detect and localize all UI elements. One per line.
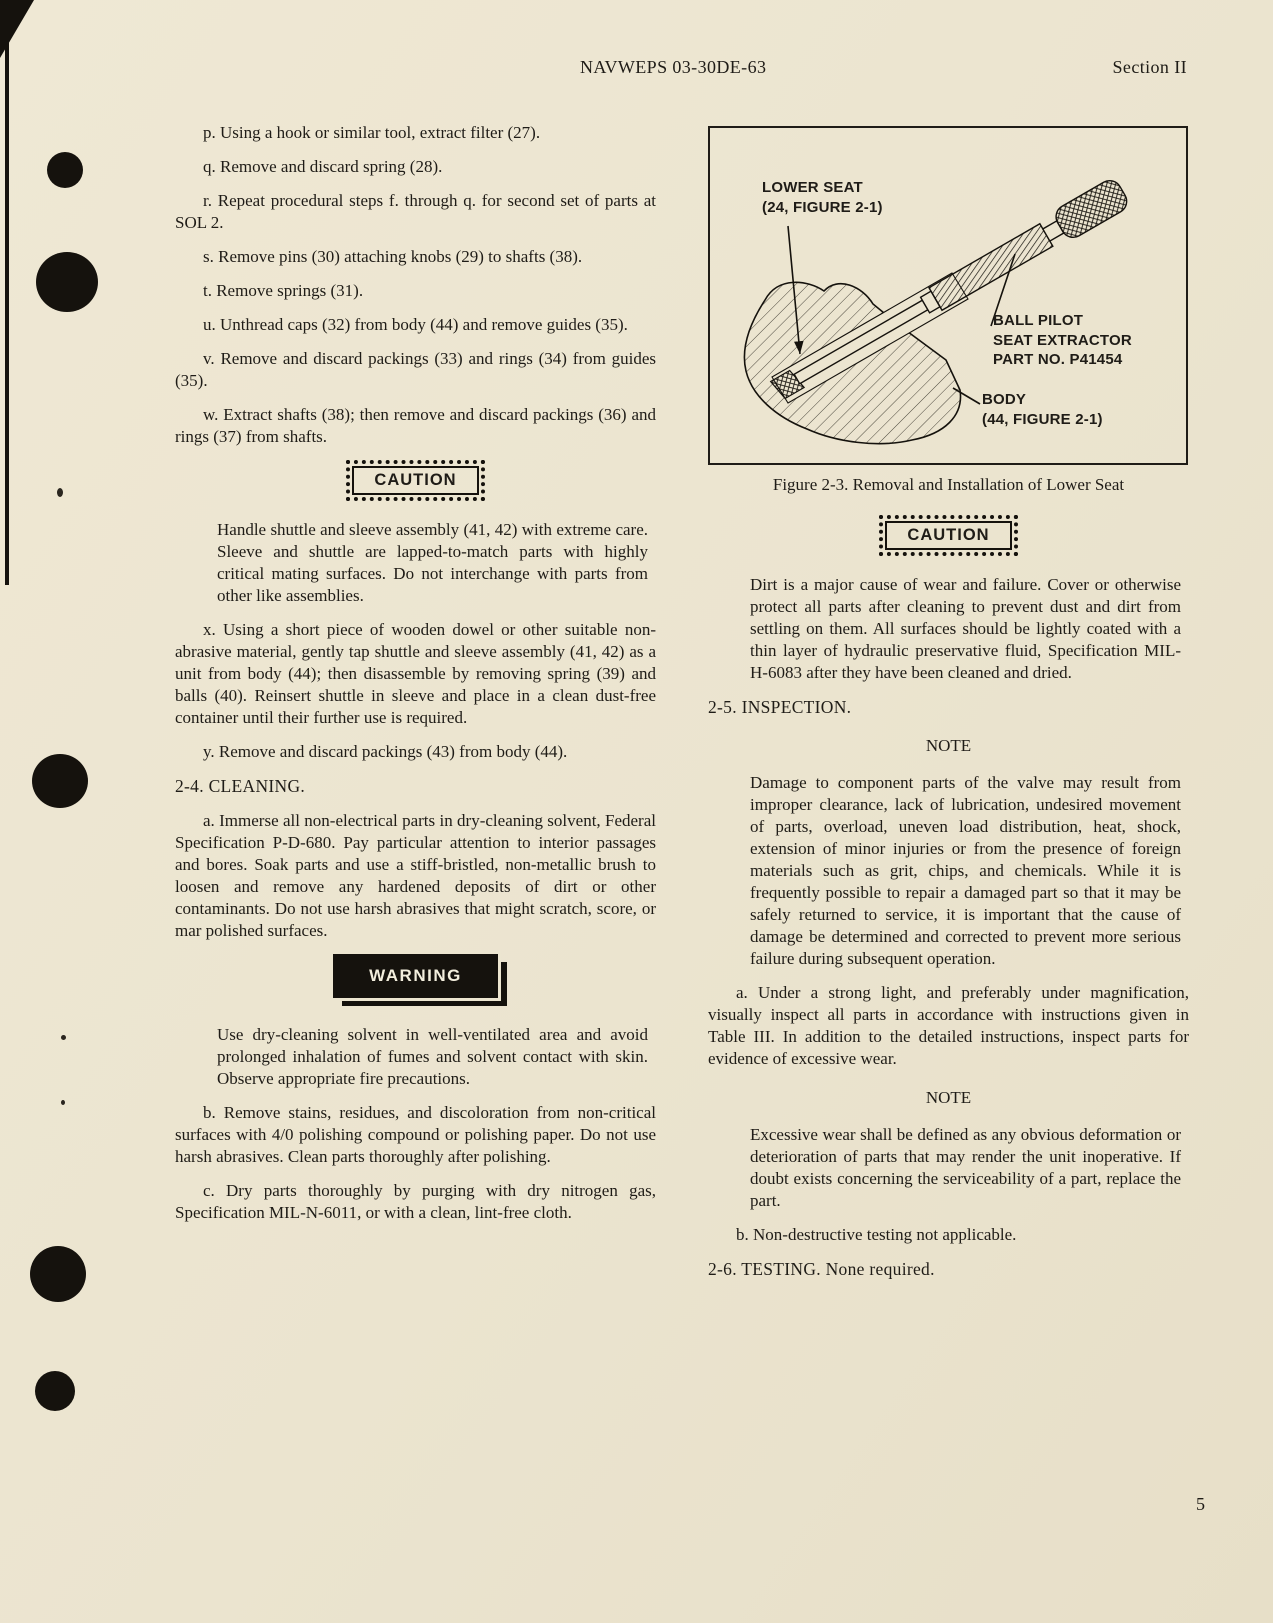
note-label: NOTE (925, 736, 972, 755)
note-text: Damage to component parts of the valve may result from improper clearance, lack of lubrication, undesired movement of parts, overload, uneven load distribution, heat, shock, extension of minor injuries or from the presence of foreign materials such as grit, chips, and chemicals. While it is frequently possible to repair a damaged part so that it may be safely returned to service, it is important that the cause of damage be determined and corrected to prevent more serious failure during subsequent operation. (750, 773, 1181, 968)
heading-cleaning: 2-4. CLEANING. (175, 776, 306, 796)
warning-box: WARNING (333, 954, 498, 998)
cleaning-step-a: a. Immerse all non-electrical parts in dry-cleaning solvent, Federal Specification P-D-680. Pay particular attention to interior passages and bores. Soak parts and use a stiff-bristled, non-metallic brush to loosen and remove any hardened deposits of dirt or other contaminants. Do not use harsh abrasives that might scratch, score, or mar polished surfaces. (175, 811, 656, 940)
page-number: 5 (1196, 1494, 1205, 1514)
caution-label: CAUTION (352, 466, 478, 495)
scan-speck (61, 1035, 66, 1040)
cleaning-step-c: c. Dry parts thoroughly by purging with dry nitrogen gas, Specification MIL-N-6011, or with a clean, lint-free cloth. (175, 1181, 656, 1222)
figure-label-body (982, 390, 1103, 429)
step-x: x. Using a short piece of wooden dowel or other suitable non-abrasive material, gently tap shuttle and sleeve assembly (41, 42) as a unit from body (44); then disassemble by removing spring (39) and balls (40). Reinsert shuttle in sleeve and place in a clean dust-free container until their further use is required. (175, 620, 656, 727)
left-column (175, 122, 656, 1293)
step-s: s. Remove pins (30) attaching knobs (29) to shafts (38). (203, 247, 583, 266)
caution-box (879, 515, 1017, 556)
binder-hole-mark (36, 252, 98, 312)
note-label: NOTE (925, 1088, 972, 1107)
section-label: Section II (1112, 57, 1187, 77)
step-w: w. Extract shafts (38); then remove and discard packings (36) and rings (37) from shafts. (175, 405, 656, 446)
note-text: Excessive wear shall be defined as any obvious deformation or deterioration of parts that may render the unit inoperative. If doubt exists concerning the serviceability of a part, replace the part. (750, 1125, 1181, 1210)
figure-label-extractor (993, 311, 1132, 370)
step-q: q. Remove and discard spring (28). (203, 157, 443, 176)
warning-box-wrap (175, 954, 656, 998)
content-columns (175, 122, 1189, 1293)
warning-text: Use dry-cleaning solvent in well-ventilated area and avoid prolonged inhalation of fumes and solvent contact with skin. Observe appropriate fire precautions. (217, 1025, 648, 1088)
caution-text: Handle shuttle and sleeve assembly (41, 42) with extreme care. Sleeve and shuttle are lapped-to-match parts with highly critical mating surfaces. Do not interchange with parts from other like assemblies. (217, 520, 648, 605)
binder-hole-mark (32, 754, 88, 808)
scan-edge-line (5, 0, 9, 585)
document-number: NAVWEPS 03-30DE-63 (580, 57, 767, 77)
step-y: y. Remove and discard packings (43) from body (44). (203, 742, 568, 761)
caution-label: CAUTION (885, 521, 1011, 550)
inspection-step-a: a. Under a strong light, and preferably under magnification, visually inspect all parts in accordance with instructions given in Table III. In addition to the detailed instructions, inspect parts for evidence of excessive wear. (708, 983, 1189, 1068)
figure-label-line: BALL PILOT (993, 312, 1084, 329)
heading-testing: 2-6. TESTING. None required. (708, 1259, 935, 1279)
caution-box (346, 460, 484, 501)
figure-label-line: LOWER SEAT (762, 179, 863, 196)
extractor-knurled-handle (1052, 176, 1131, 241)
step-r: r. Repeat procedural steps f. through q. for second set of parts at SOL 2. (175, 191, 656, 232)
step-v: v. Remove and discard packings (33) and rings (34) from guides (35). (175, 349, 656, 390)
figure-label-line: PART NO. P41454 (993, 351, 1123, 368)
step-t: t. Remove springs (31). (203, 281, 364, 300)
figure-label-line: BODY (982, 391, 1027, 408)
extractor-threads (929, 224, 1053, 311)
cleaning-step-b: b. Remove stains, residues, and discoloration from non-critical surfaces with 4/0 polishing compound or polishing paper. Do not use harsh abrasives. Clean parts thoroughly after polishing. (175, 1103, 656, 1166)
step-p: p. Using a hook or similar tool, extract filter (27). (203, 123, 541, 142)
right-column (708, 122, 1189, 1293)
figure-label-line: (24, FIGURE 2-1) (762, 198, 883, 216)
inspection-step-b: b. Non-destructive testing not applicable. (736, 1225, 1017, 1244)
step-u: u. Unthread caps (32) from body (44) and remove guides (35). (203, 315, 628, 334)
figure-caption: Figure 2-3. Removal and Installation of Lower Seat (772, 475, 1125, 494)
scan-speck (61, 1100, 65, 1105)
caution-text: Dirt is a major cause of wear and failure. Cover or otherwise protect all parts after cleaning to prevent dust and dirt from settling on them. All surfaces should be lightly coated with a thin layer of hydraulic preservative fluid, Specification MIL-H-6083 after they have been cleaned and dried. (750, 575, 1181, 682)
binder-hole-mark (47, 152, 83, 188)
figure-label-lower-seat (762, 178, 883, 217)
scan-speck (57, 488, 63, 497)
heading-inspection: 2-5. INSPECTION. (708, 697, 852, 717)
binder-hole-mark (35, 1371, 75, 1411)
figure-2-3-illustration (708, 126, 1188, 465)
figure-label-line: SEAT EXTRACTOR (993, 331, 1132, 349)
figure-label-line: (44, FIGURE 2-1) (982, 410, 1103, 428)
binder-hole-mark (30, 1246, 86, 1302)
